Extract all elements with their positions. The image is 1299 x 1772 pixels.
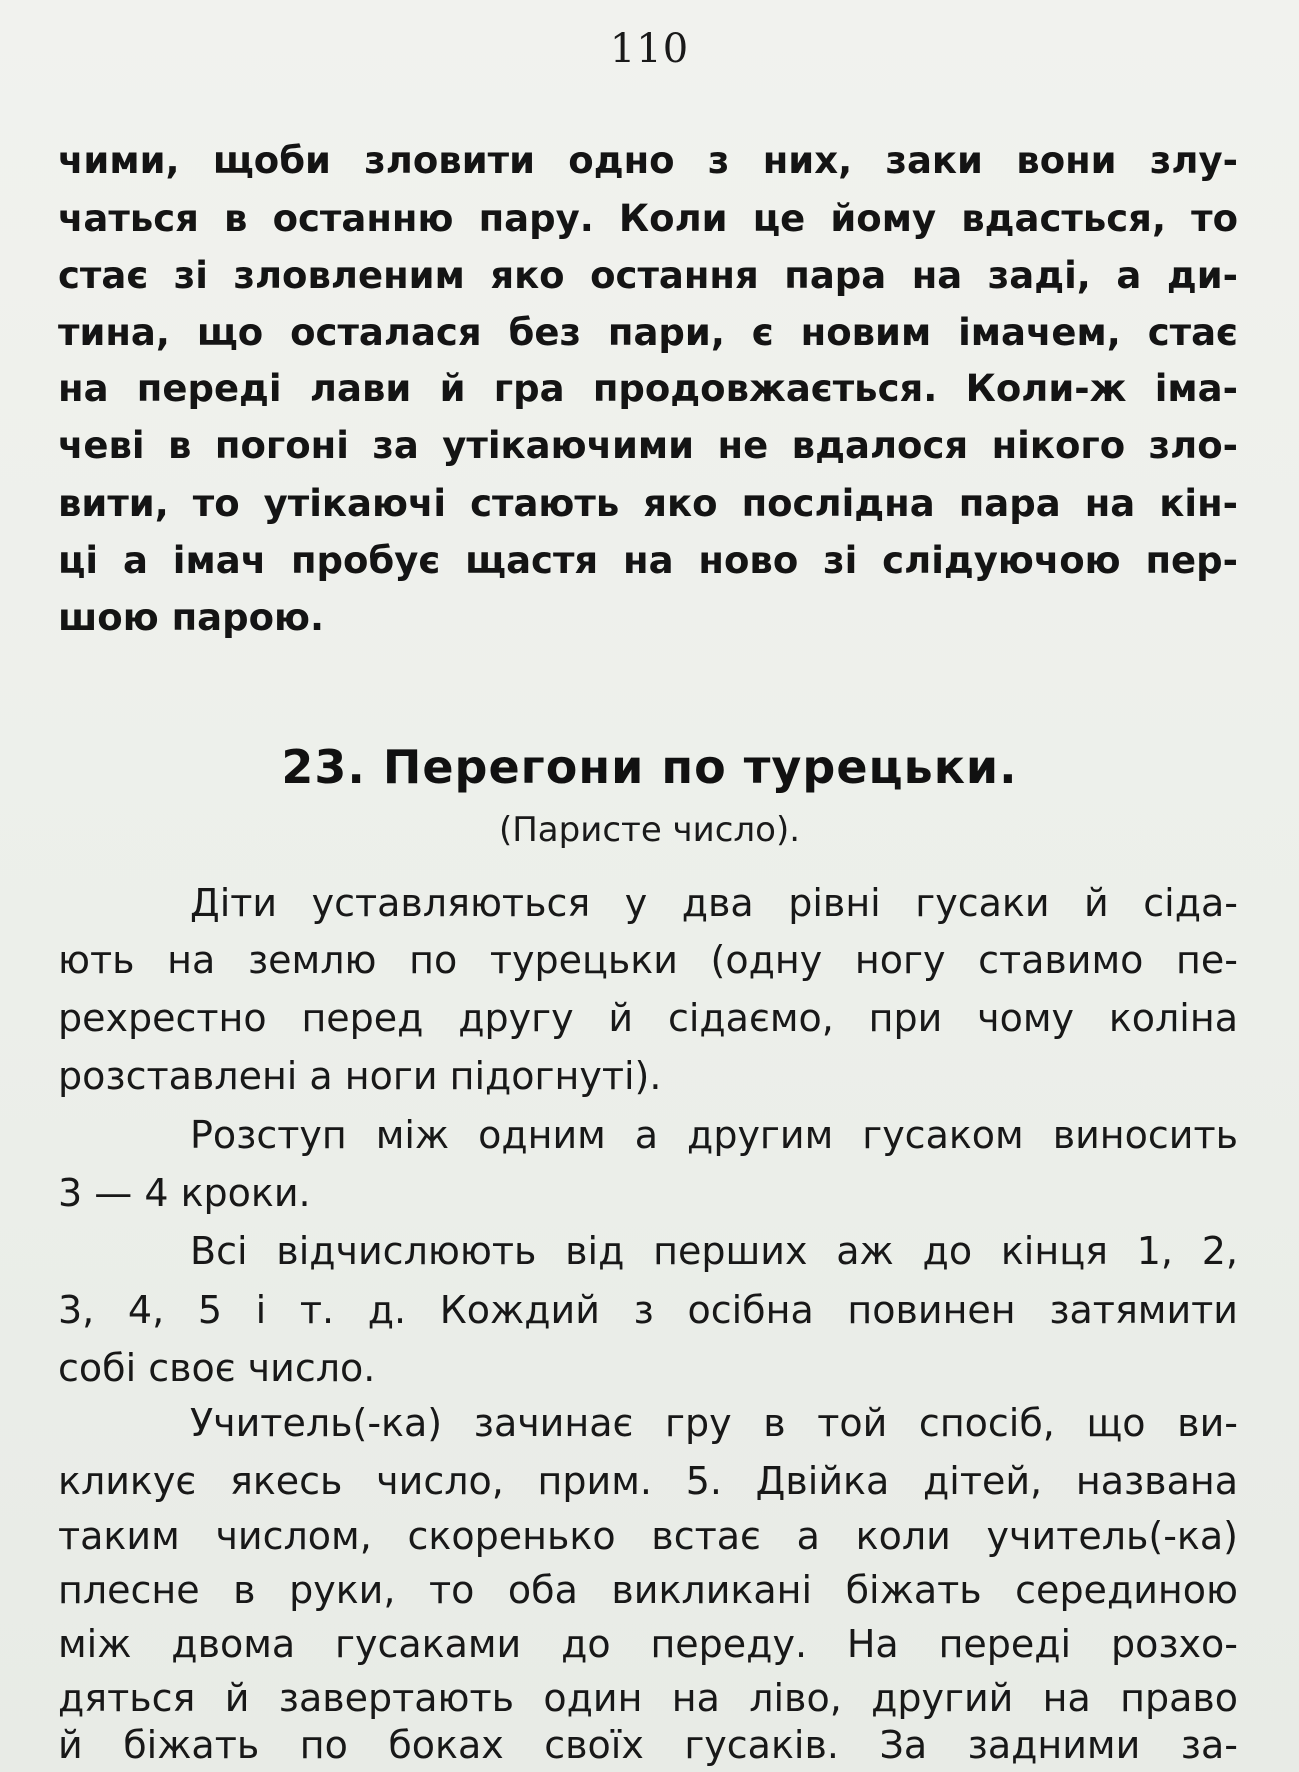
text-line: рехрестно перед другу й сідаємо, при чому коліна — [58, 996, 1238, 1040]
text-line: ці а імач пробує щастя на ново зі слідуючою пер- — [58, 539, 1238, 582]
text-line: Учитель(-ка) зачинає гру в той спосіб, що ви- — [190, 1401, 1238, 1445]
text-line: ють на землю по турецьки (одну ногу ставимо пе- — [58, 938, 1238, 982]
text-line: Діти уставляються у два рівні гусаки й сіда- — [190, 881, 1238, 925]
text-line: чими, щоби зловити одно з них, заки вони злу- — [58, 139, 1238, 182]
section-heading: 23. Перегони по турецьки. — [281, 740, 1018, 794]
text-line: собі своє число. — [58, 1346, 376, 1390]
page-number: 110 — [609, 26, 690, 72]
text-line: чаться в останню пару. Коли це йому вдасться, то — [58, 197, 1238, 240]
text-line: таким числом, скоренько встає а коли учитель(-ка) — [58, 1514, 1238, 1558]
section-subheading: (Паристе число). — [498, 810, 801, 850]
text-line: 3 — 4 кроки. — [58, 1171, 311, 1215]
text-line: дяться й завертають один на ліво, другий на право — [58, 1676, 1238, 1720]
text-line: 3, 4, 5 і т. д. Кождий з осібна повинен затямити — [58, 1288, 1238, 1332]
text-line: шою парою. — [58, 596, 325, 639]
text-line: чеві в погоні за утікаючими не вдалося нікого зло- — [58, 424, 1238, 467]
text-line: кликує якесь число, прим. 5. Двійка дітей, названа — [58, 1459, 1238, 1503]
text-line: між двома гусаками до переду. На переді розхо- — [58, 1622, 1238, 1666]
text-line: тина, що осталася без пари, є новим імачем, стає — [58, 311, 1238, 354]
text-line: вити, то утікаючі стають яко послідна пара на кін- — [58, 482, 1238, 525]
text-line: й біжать по боках своїх гусаків. За задними за- — [58, 1723, 1238, 1767]
text-line: стає зі зловленим яко остання пара на заді, а ди- — [58, 254, 1238, 297]
text-line: розставлені а ноги підогнуті). — [58, 1054, 662, 1098]
text-line: плесне в руки, то оба викликані біжать серединою — [58, 1568, 1238, 1612]
text-line: Всі відчислюють від перших аж до кінця 1, 2, — [190, 1229, 1238, 1273]
text-line: Розступ між одним а другим гусаком виносить — [190, 1113, 1238, 1157]
text-line: на переді лави й гра продовжається. Коли-ж іма- — [58, 367, 1238, 410]
